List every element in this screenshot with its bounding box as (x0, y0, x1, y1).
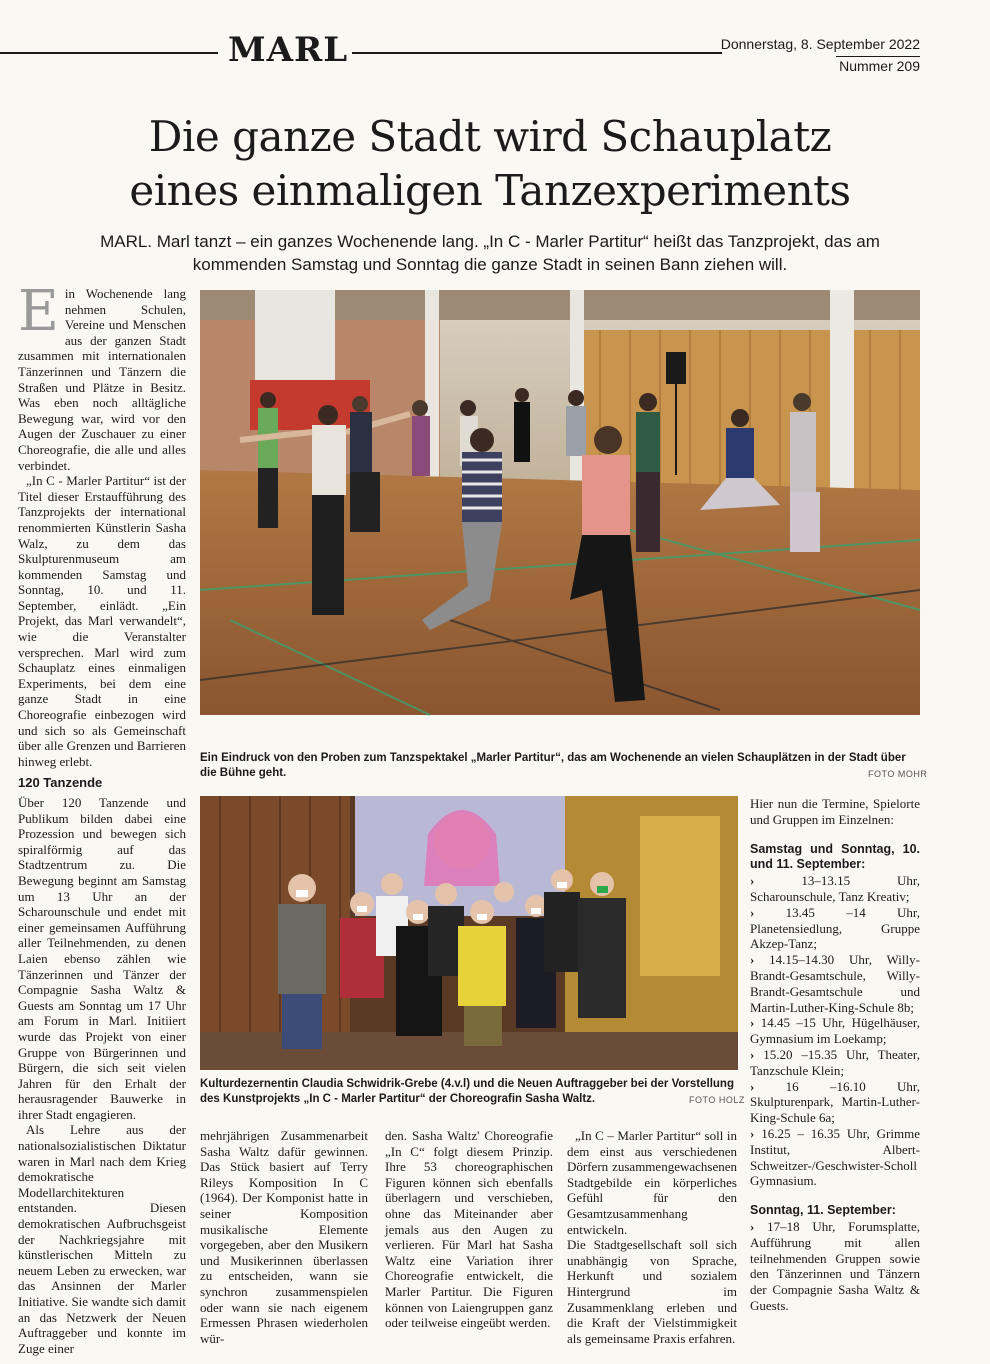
schedule-event: › 13–13.15 Uhr, Scharounschule, Tanz Kreativ; (750, 873, 920, 905)
article-paragraph-4: Als Lehre aus der nationalsozialistischen Diktatur waren in Marl nach dem Krieg demokratische Modellarchitekturen entstanden. Diesen demokratischen Aufbruchsgeist der Nachkriegsjahre mit künstlerischen Mitteln zu neuem Leben zu erwecken, war das Ansinnen der Marler Initiative. Sie wandte sich damit an das Netzwerk der Neuen Auftraggeber und konnte im Zuge einer (18, 1122, 186, 1356)
article-column-1 (18, 279, 186, 1356)
article-column-2: mehrjährigen Zusammenarbeit Sasha Waltz dafür gewinnen. Das Stück basiert auf Terry Rileys Komposition In C (1964). Der Komponist hatte in seiner Komposition musikalische Elemente vorgegeben, aber den Musikern und Musikerinnen überlassen zu entscheiden, wann sie synchron zusammenspielen oder wann sie nach eigenem Ermessen Phrasen wiederholen wür- (200, 1128, 368, 1346)
article-paragraph-3: Über 120 Tanzende und Publikum bilden dabei eine Prozession und bewegen sich spiralförmig auf das Stadtzentrum zu. Die Bewegung beginnt am Samstag um 13 Uhr an der Scharounschule und endet mit einer gemeinsamen Aufführung aller Teilnehmenden, zu denen Laien ebenso zählen wie Tänzerinnen und Tänzer der Compagnie Sasha Waltz & Guests am Sonntag um 17 Uhr am Forum in Marl. Initiiert wurde das Projekt von einer Gruppe von Bürgerinnen und Bürgern, die sich seit vielen Jahren für den Erhalt der herausragender Bauwerke in ihrer Stadt engagieren. (18, 795, 186, 1122)
schedule-intro: Hier nun die Termine, Spielorte und Gruppen im Einzelnen: (750, 796, 920, 827)
subheading: 120 Tanzende (18, 775, 103, 791)
schedule-day-1: Samstag und Sonntag, 10. und 11. September: (750, 841, 920, 872)
schedule-event: › 16.25 – 16.35 Uhr, Grimme Institut, Albert-Schweitzer-/Geschwister-Scholl Gymnasium. (750, 1126, 920, 1189)
issue-date: Donnerstag, 8. September 2022 (720, 36, 920, 52)
article-paragraph-1: Ein Wochenende lang nehmen Schulen, Vereine und Menschen aus der ganzen Stadt zusammen mit internationalen Tänzerinnen und Tänzern die Straßen und Plätze in Besitz. Was eben noch alltägliche Bewegung war, wird vor den Augen der Zuschauer zu einer Choreografie, die alle und alles verbindet. (18, 279, 186, 473)
issue-rule (836, 56, 920, 57)
header-rule-left (0, 52, 218, 54)
group-photo-image (200, 796, 738, 1070)
article-paragraph-2: „In C - Marler Partitur“ ist der Titel dieser Erstaufführung des Tanzprojekts der international renommierten Künstlerin Sasha Walz, zu dem das Skulpturenmuseum am kommenden Samstag und Sonntag, 10. und 11. September, einlädt. „Ein Projekt, das Marl verwandelt“, wie die Veranstalter versprechen. Marl wird zum Schauplatz eines einmaligen Experiments, bei dem eine ganze Stadt in eine Choreografie einbezogen wird und sich so als Gemeinschaft über alle Grenzen und Barrieren hinweg erlebt. (18, 473, 186, 769)
article-column-4-paragraph-2: Die Stadtgesellschaft soll sich unabhängig von Sprache, Herkunft und sozialem Hintergrund im Zusammenklang erleben und die Kraft der Vielstimmigkeit als gemeinsame Praxis erfahren. (567, 1237, 737, 1346)
issue-number: Nummer 209 (839, 58, 920, 74)
schedule-event: › 13.45 –14 Uhr, Planetensiedlung, Gruppe Akzep-Tanz; (750, 905, 920, 952)
header-rule-right (352, 52, 722, 54)
headline-line-2: eines einmaligen Tanzexperiments (129, 166, 851, 215)
lead-line-2: kommenden Samstag und Sonntag die ganze Stadt in seinen Bann ziehen will. (192, 255, 788, 274)
rehearsal-photo-credit: FOTO MOHR (868, 769, 928, 779)
group-photo-caption: Kulturdezernentin Claudia Schwidrik-Grebe (4.v.l) und die Neuen Auftraggeber bei der Vorstellung des Kunstprojekts „In C - Marler Partitur“ der Choreografin Sasha Waltz. (200, 1078, 734, 1105)
schedule-event: › 14.15–14.30 Uhr, Willy-Brandt-Gesamtschule, Willy-Brandt-Gesamtschule und Martin-Luther-King-Schule 8b; (750, 952, 920, 1015)
schedule-event: › 17–18 Uhr, Forumsplatte, Aufführung mit allen teilnehmenden Gruppen sowie den Tänzerinnen und Tänzern der Compagnie Sasha Waltz & Guests. (750, 1219, 920, 1314)
headline (40, 110, 940, 218)
article-column-4 (567, 1128, 737, 1346)
schedule-event: › 14.45 –15 Uhr, Hügelhäuser, Gymnasium im Loekamp; (750, 1015, 920, 1047)
headline-line-1: Die ganze Stadt wird Schauplatz (148, 112, 832, 161)
article-column-3: den. Sasha Waltz' Choreografie „In C“ folgt diesem Prinzip. Ihre 53 choreographischen Figuren können sich ebenfalls überlagern und verschieben, ohne das Miteinander aber jemals aus den Augen zu verlieren. Für Marl hat Sasha Waltz eine Variation ihrer Choreografie entwickelt, die Marler Partitur. Die Figuren können von Laiengruppen ganz oder teilweise eingeübt werden. (385, 1128, 553, 1331)
rehearsal-photo-image (200, 290, 920, 715)
schedule-column (750, 796, 920, 1314)
lead-paragraph (40, 230, 940, 276)
schedule-day-2: Sonntag, 11. September: (750, 1203, 896, 1218)
rehearsal-photo-caption: Ein Eindruck von den Proben zum Tanzspektakel „Marler Partitur“, das am Wochenende an vielen Schauplätzen in der Stadt über die Bühne geht. (200, 752, 906, 779)
schedule-event: › 15.20 –15.35 Uhr, Theater, Tanzschule Klein; (750, 1047, 920, 1079)
lead-line-1: MARL. Marl tanzt – ein ganzes Wochenende lang. „In C - Marler Partitur“ heißt das Tanzprojekt, das am (100, 232, 880, 251)
rehearsal-photo (200, 290, 920, 715)
article-column-4-paragraph-1: „In C – Marler Partitur“ soll in dem einst aus verschiedenen Dörfern zusammengewachsenen Stadtgebilde ein körperliches Gefühl für den Gesamtzusammenhang entwickeln. (567, 1128, 737, 1237)
group-photo-credit: FOTO HOLZ (689, 1095, 745, 1105)
dropcap: E (18, 279, 59, 344)
schedule-event: › 16 –16.10 Uhr, Skulpturenpark, Martin-Luther-King-Schule 6a; (750, 1079, 920, 1126)
section-title: MARL (228, 30, 349, 70)
group-photo (200, 796, 738, 1070)
